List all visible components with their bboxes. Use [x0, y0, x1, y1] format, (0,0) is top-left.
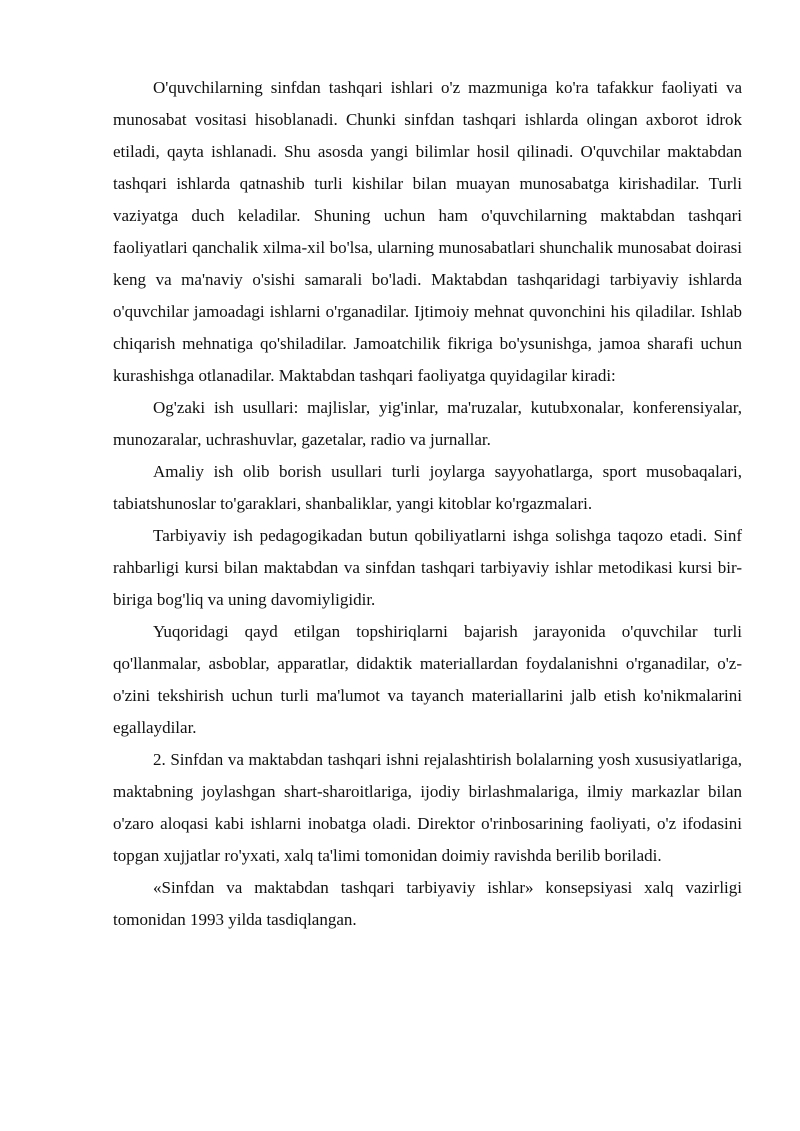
paragraph-extracurricular-intro: O'quvchilarning sinfdan tashqari ishlari o'z mazmuniga ko'ra tafakkur faoliyati va munosabat vositasi hisoblanadi. Chunki sinfdan tashqari ishlarda olingan axborot idrok etiladi, qayta ishlanadi. Shu asosda yangi bilimlar hosil qilinadi. O'quvchilar maktabdan tashqari ishlarda qatnashib turli kishilar bilan muayan munosabatga kirishadilar. Turli vaziyatga duch keladilar. Shuning uchun ham o'quvchilarning maktabdan tashqari faoliyatlari qanchalik xilma-xil bo'lsa, ularning munosabatlari shunchalik munosabat doirasi keng va ma'naviy o'sishi samarali bo'ladi. Maktabdan tashqaridagi tarbiyaviy ishlarda o'quvchilar jamoadagi ishlarni o'rganadilar. Ijtimoiy mehnat quvonchini his qiladilar. Ishlab chiqarish mehnatiga qo'shiladilar. Jamoatchilik fikriga bo'ysunishga, jamoa sharafi uchun kurashishga otlanadilar. Maktabdan tashqari faoliyatga quyidagilar kiradi:: [113, 78, 742, 385]
paragraph-planning: 2. Sinfdan va maktabdan tashqari ishni rejalashtirish bolalarning yosh xususiyatlariga, maktabning joylashgan shart-sharoitlariga, ijodiy birlashmalariga, ilmiy markazlar bilan o'zaro aloqasi kabi ishlarni inobatga oladi. Direktor o'rinbosarining faoliyati, o'z ifodasini topgan xujjatlar ro'yxati, xalq ta'limi tomonidan doimiy ravishda berilib boriladi.: [113, 750, 742, 865]
document-page: [113, 72, 742, 936]
paragraph-practical-methods: Amaliy ish olib borish usullari turli joylarga sayyohatlarga, sport musobaqalari, tabiatshunoslar to'garaklari, shanbaliklar, yangi kitoblar ko'rgazmalari.: [113, 462, 742, 513]
paragraph-assignments: Yuqoridagi qayd etilgan topshiriqlarni bajarish jarayonida o'quvchilar turli qo'llanmalar, asboblar, apparatlar, didaktik materiallardan foydalanishni o'rganadilar, o'z-o'zini tekshirish uchun turli ma'lumot va tayanch materiallarini jalb etish ko'nikmalarini egallaydilar.: [113, 622, 742, 737]
paragraph-educational-work: Tarbiyaviy ish pedagogikadan butun qobiliyatlarni ishga solishga taqozo etadi. Sinf rahbarligi kursi bilan maktabdan va sinfdan tashqari tarbiyaviy ishlar metodikasi kursi bir-biriga bog'liq va uning davomiyligidir.: [113, 526, 742, 609]
paragraph-oral-methods: Og'zaki ish usullari: majlislar, yig'inlar, ma'ruzalar, kutubxonalar, konferensiyalar, munozaralar, uchrashuvlar, gazetalar, radio va jurnallar.: [113, 398, 742, 449]
paragraph-concept: «Sinfdan va maktabdan tashqari tarbiyaviy ishlar» konsepsiyasi xalq vazirligi tomonidan 1993 yilda tasdiqlangan.: [113, 878, 742, 929]
